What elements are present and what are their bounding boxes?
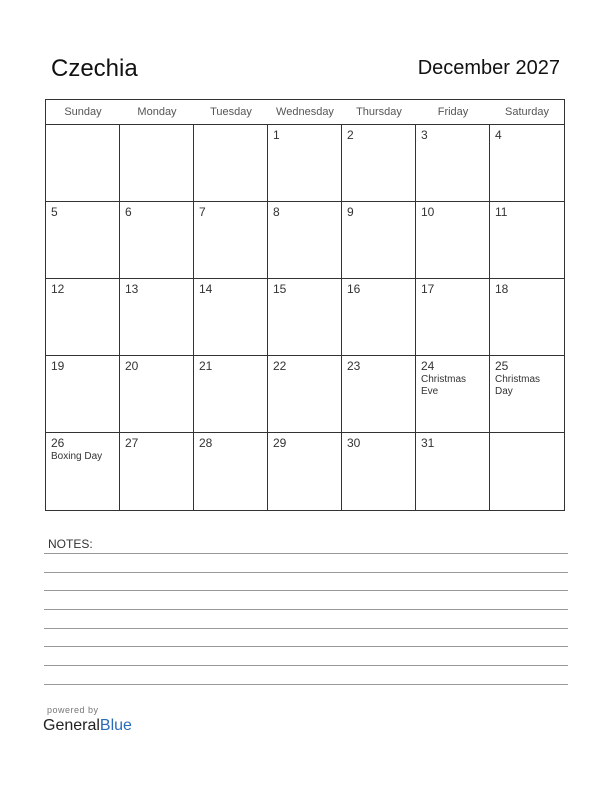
note-line [44,684,568,685]
weekday-header-row [46,100,564,125]
weekday-sunday: Sunday [64,106,102,118]
weekday-tuesday: Tuesday [210,106,252,118]
holiday-label: Christmas Eve [421,374,467,397]
day-cell-2 [342,125,416,202]
note-line [44,628,568,629]
day-number: 12 [51,282,65,296]
empty-day-cell [194,125,268,202]
note-line [44,572,568,573]
note-line [44,590,568,591]
day-number: 30 [347,436,361,450]
day-cell-18 [490,279,564,356]
note-line [44,553,568,554]
empty-day-cell [490,433,564,510]
brand-general: General [43,717,100,734]
brand-blue: Blue [99,717,132,734]
weekday-thursday: Thursday [356,106,402,118]
empty-day-cell [46,125,120,202]
day-number: 7 [199,205,206,219]
generalblue-logo[interactable] [43,717,132,735]
day-number: 19 [51,359,65,373]
day-cell-4 [490,125,564,202]
day-number: 11 [495,205,508,219]
country-title: Czechia [51,55,138,82]
day-number: 17 [421,282,435,296]
empty-day-cell [120,125,194,202]
notes-label: NOTES: [48,537,93,551]
day-cell-15 [268,279,342,356]
day-cell-17 [416,279,490,356]
day-cell-23 [342,356,416,433]
day-number: 13 [125,282,139,296]
weekday-friday: Friday [437,106,469,118]
day-cell-20 [120,356,194,433]
calendar-grid [45,99,565,511]
calendar-weeks [46,125,564,510]
day-cell-13 [120,279,194,356]
day-cell-30 [342,433,416,510]
day-cell-24 [416,356,490,433]
day-cell-29 [268,433,342,510]
day-cell-25 [490,356,564,433]
day-number: 4 [495,128,502,142]
day-cell-28 [194,433,268,510]
note-line [44,665,568,666]
day-cell-26 [46,433,120,510]
day-cell-8 [268,202,342,279]
day-number: 15 [273,282,287,296]
day-number: 2 [347,128,354,142]
day-number: 22 [273,359,287,373]
day-cell-16 [342,279,416,356]
day-cell-14 [194,279,268,356]
holiday-label: Christmas Day [495,374,541,397]
day-number: 24 [421,359,435,373]
day-number: 1 [273,128,280,142]
holiday-label: Boxing Day [51,451,103,462]
day-number: 10 [421,205,435,219]
day-number: 31 [421,436,435,450]
day-cell-11 [490,202,564,279]
day-cell-9 [342,202,416,279]
day-cell-7 [194,202,268,279]
day-number: 21 [199,359,213,373]
day-cell-21 [194,356,268,433]
day-number: 28 [199,436,213,450]
day-cell-6 [120,202,194,279]
month-title: December 2027 [417,57,560,79]
day-cell-22 [268,356,342,433]
day-number: 6 [125,205,132,219]
weekday-wednesday: Wednesday [276,106,334,118]
powered-by-text: powered by [47,705,99,715]
day-number: 16 [347,282,361,296]
day-number: 8 [273,205,280,219]
day-cell-31 [416,433,490,510]
day-number: 27 [125,436,139,450]
note-line [44,609,568,610]
weekday-saturday: Saturday [504,106,550,118]
weekday-monday: Monday [137,106,177,118]
day-cell-3 [416,125,490,202]
note-line [44,646,568,647]
day-number: 3 [421,128,428,142]
day-cell-12 [46,279,120,356]
day-number: 20 [125,359,139,373]
day-number: 9 [347,205,354,219]
day-number: 18 [495,282,509,296]
day-number: 29 [273,436,287,450]
day-number: 25 [495,359,509,373]
day-cell-10 [416,202,490,279]
day-cell-1 [268,125,342,202]
day-cell-5 [46,202,120,279]
day-cell-19 [46,356,120,433]
day-number: 26 [51,436,65,450]
day-number: 14 [199,282,213,296]
day-number: 23 [347,359,361,373]
day-cell-27 [120,433,194,510]
day-number: 5 [51,205,58,219]
